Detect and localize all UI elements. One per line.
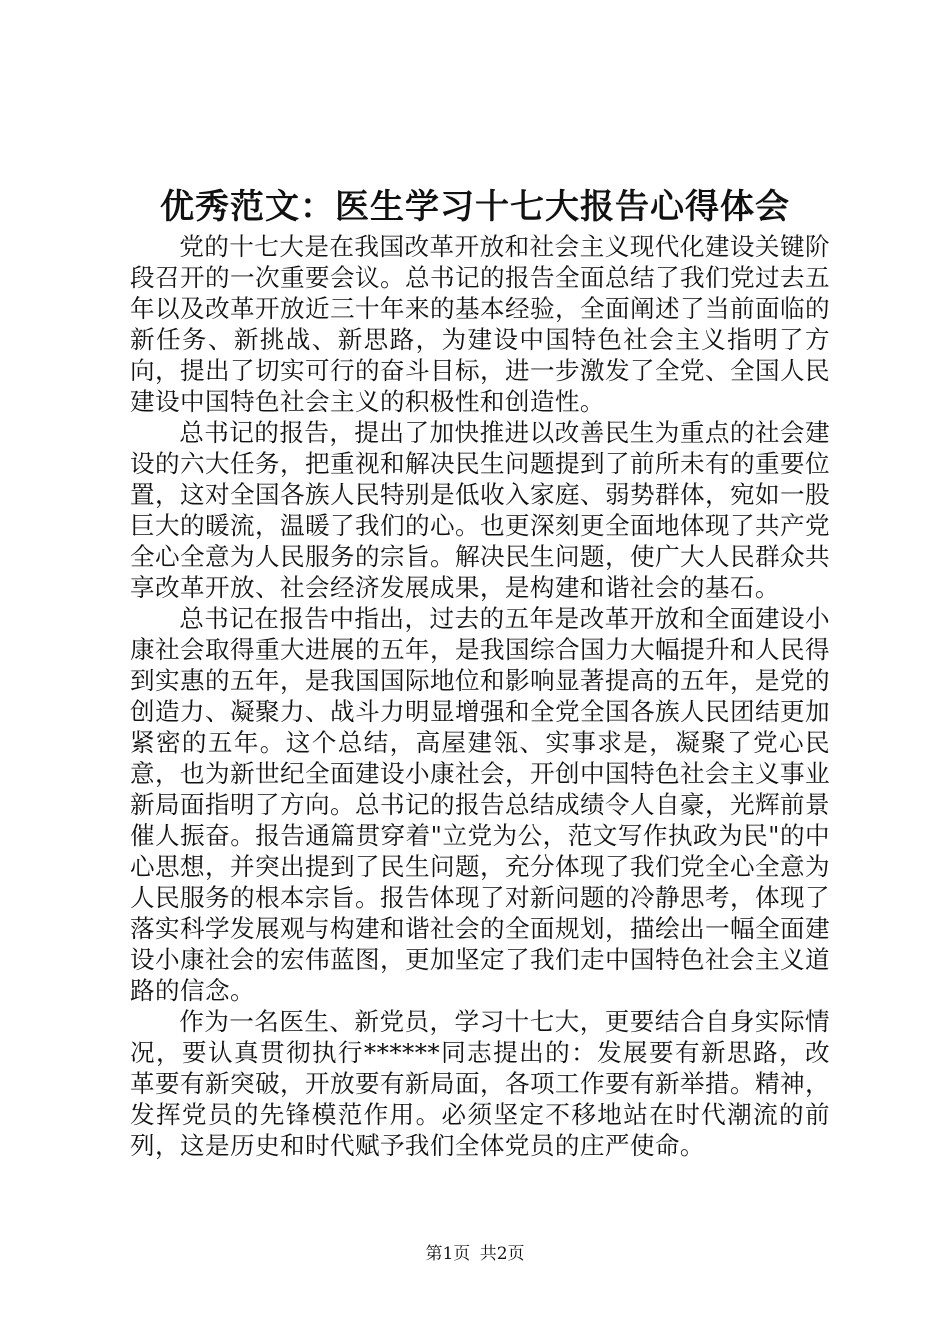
page-number: 第1页 [425, 1244, 471, 1264]
paragraph-4: 作为一名医生、新党员，学习十七大，更要结合自身实际情况，要认真贯彻执行******同志提出的：发展要有新思路，改革要有新突破，开放要有新局面，各项工作要有新举措。精神，发挥党员的先锋模范作用。必须坚定不移地站在时代潮流的前列，这是历史和时代赋予我们全体党员的庄严使命。 [130, 1007, 830, 1160]
document-body [130, 231, 830, 1161]
paragraph-3: 总书记在报告中指出，过去的五年是改革开放和全面建设小康社会取得重大进展的五年，是我国综合国力大幅提升和人民得到实惠的五年，是我国国际地位和影响显著提高的五年，是党的创造力、凝聚力、战斗力明显增强和全党全国各族人民团结更加紧密的五年。这个总结，高屋建瓴、实事求是，凝聚了党心民意，也为新世纪全面建设小康社会，开创中国特色社会主义事业新局面指明了方向。总书记的报告总结成绩令人自豪，光辉前景催人振奋。报告通篇贯穿着"立党为公，范文写作执政为民"的中心思想，并突出提到了民生问题，充分体现了我们党全心全意为人民服务的根本宗旨。报告体现了对新问题的冷静思考，体现了落实科学发展观与构建和谐社会的全面规划，描绘出一幅全面建设小康社会的宏伟蓝图，更加坚定了我们走中国特色社会主义道路的信念。 [130, 604, 830, 1005]
document-title: 优秀范文：医生学习十七大报告心得体会 [160, 187, 790, 227]
page-footer [0, 1243, 950, 1265]
paragraph-1: 党的十七大是在我国改革开放和社会主义现代化建设关键阶段召开的一次重要会议。总书记的报告全面总结了我们党过去五年以及改革开放近三十年来的基本经验，全面阐述了当前面临的新任务、新挑战、新思路，为建设中国特色社会主义指明了方向，提出了切实可行的奋斗目标，进一步激发了全党、全国人民建设中国特色社会主义的积极性和创造性。 [130, 232, 830, 416]
page-total: 共2页 [479, 1244, 525, 1264]
paragraph-2: 总书记的报告，提出了加快推进以改善民生为重点的社会建设的六大任务，把重视和解决民生问题提到了前所未有的重要位置，这对全国各族人民特别是低收入家庭、弱势群体，宛如一股巨大的暖流，温暖了我们的心。也更深刻更全面地体现了共产党全心全意为人民服务的宗旨。解决民生问题，使广大人民群众共享改革开放、社会经济发展成果，是构建和谐社会的基石。 [130, 418, 830, 602]
